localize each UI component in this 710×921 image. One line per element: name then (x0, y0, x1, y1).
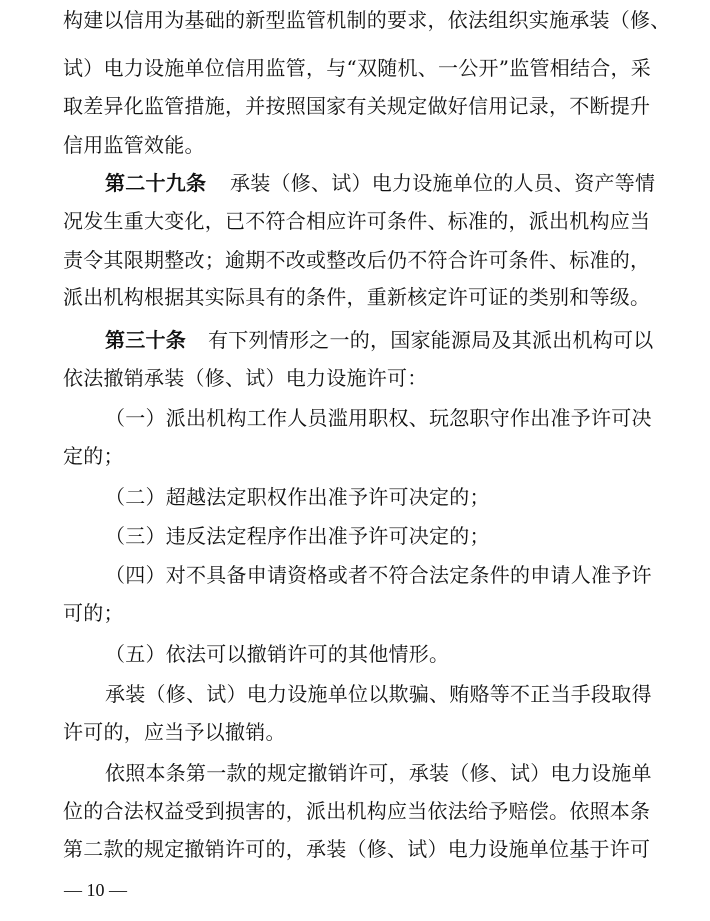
list-item-1-line-2: 定的； (63, 444, 124, 468)
list-item-1-line-1: （一）派出机构工作人员滥用职权、玩忽职守作出准予许可决 (105, 406, 652, 430)
list-item-4-line-1: （四）对不具备申请资格或者不符合法定条件的申请人准予许 (105, 563, 652, 587)
text-line-3: 取差异化监管措施，并按照国家有关规定做好信用记录，不断提升 (63, 94, 651, 118)
article-29-text-1: 承装（修、试）电力设施单位的人员、资产等情 (230, 171, 656, 195)
text-line-1: 构建以信用为基础的新型监管机制的要求，依法组织实施承装（修、 (63, 8, 671, 32)
paragraph-2-line-1: 承装（修、试）电力设施单位以欺骗、贿赂等不正当手段取得 (105, 682, 652, 706)
text-line-4: 信用监管效能。 (63, 133, 205, 157)
text-line-10: 依法撤销承装（修、试）电力设施许可： (63, 366, 428, 390)
text-line-2: 试）电力设施单位信用监管，与“双随机、一公开”监管相结合，采 (63, 56, 651, 80)
paragraph-3-line-1: 依照本条第一款的规定撤销许可，承装（修、试）电力设施单 (105, 761, 652, 785)
text-line-6: 况发生重大变化，已不符合相应许可条件、标准的，派出机构应当 (63, 209, 651, 233)
list-item-3: （三）违反法定程序作出准予许可决定的； (105, 524, 490, 548)
list-item-5: （五）依法可以撤销许可的其他情形。 (105, 642, 450, 666)
list-item-2: （二）超越法定职权作出准予许可决定的； (105, 485, 490, 509)
paragraph-2-line-2: 许可的，应当予以撤销。 (63, 720, 286, 744)
text-line-8: 派出机构根据其实际具有的条件，重新核定许可证的类别和等级。 (63, 285, 651, 309)
text-line-7: 责令其限期整改；逾期不改或整改后仍不符合许可条件、标准的， (63, 248, 651, 272)
article-29-heading: 第二十九条 (105, 171, 207, 195)
article-30-heading: 第三十条 (105, 328, 186, 352)
paragraph-3-line-3: 第二款的规定撤销许可的，承装（修、试）电力设施单位基于许可 (63, 837, 651, 861)
page-number: — 10 — (64, 880, 127, 900)
list-item-4-line-2: 可的； (63, 601, 124, 625)
paragraph-3-line-2: 位的合法权益受到损害的，派出机构应当依法给予赔偿。依照本条 (63, 799, 651, 823)
article-30-text-1: 有下列情形之一的，国家能源局及其派出机构可以 (208, 328, 654, 352)
